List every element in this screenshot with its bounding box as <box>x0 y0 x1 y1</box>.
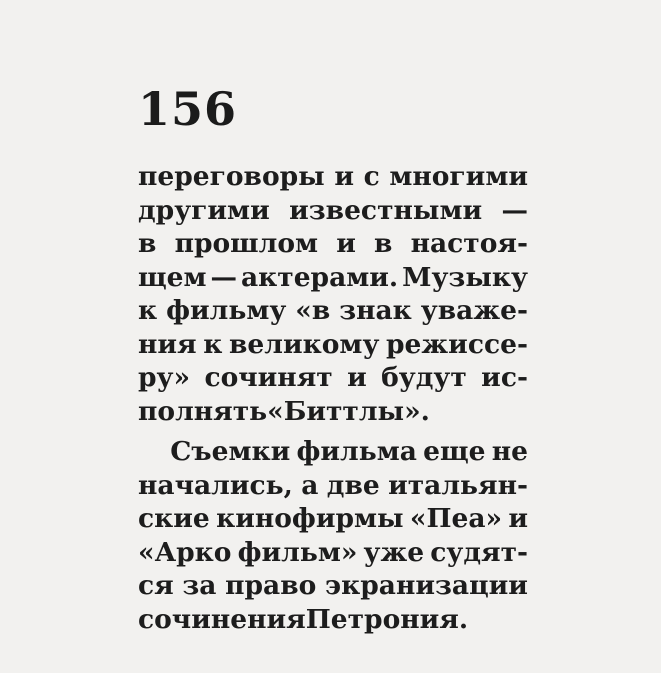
word: — <box>501 194 528 226</box>
word: и <box>334 161 354 192</box>
text-line <box>138 603 528 637</box>
text-line <box>138 160 528 194</box>
word: будут <box>381 362 467 393</box>
word: начались, <box>138 469 293 501</box>
word: право <box>225 570 317 601</box>
word: полнять <box>138 395 268 427</box>
word: в <box>138 228 157 259</box>
text-line <box>138 435 528 469</box>
text-line <box>138 395 528 429</box>
word: многими <box>389 161 528 192</box>
word: к <box>203 328 223 360</box>
word: уже <box>363 536 425 568</box>
text-line <box>138 294 528 328</box>
text-line <box>138 569 528 603</box>
page-number: 156 <box>138 82 238 136</box>
text-line <box>138 261 528 295</box>
word: сочинят <box>204 362 333 393</box>
word: Съемки <box>170 436 291 467</box>
word: судят- <box>430 536 528 568</box>
word: фильма <box>296 436 417 467</box>
word: не <box>491 436 528 467</box>
text-line <box>138 361 528 395</box>
word: великому <box>229 328 380 360</box>
word: к <box>138 295 158 326</box>
word: Петрония. <box>305 603 469 635</box>
word: щем <box>138 261 207 293</box>
word: экранизации <box>324 570 528 601</box>
word: фильму <box>166 295 287 326</box>
paragraph <box>138 160 528 428</box>
text-line <box>138 227 528 261</box>
word: ся <box>138 570 174 601</box>
word: сочинения <box>138 603 306 635</box>
word: прошлом <box>174 228 319 259</box>
word: Музыку <box>402 261 528 293</box>
word: а <box>301 469 319 501</box>
word: «Арко <box>138 536 232 568</box>
word: ния <box>138 328 197 360</box>
word: настоя- <box>410 228 528 259</box>
word: и <box>347 362 367 393</box>
word: знак <box>339 295 412 326</box>
word: актерами. <box>240 261 399 293</box>
word: режиссе- <box>386 328 528 360</box>
word: за <box>182 570 217 601</box>
text-line <box>138 328 528 362</box>
text-column <box>138 160 528 636</box>
text-line <box>138 194 528 228</box>
word: фильм» <box>237 536 358 568</box>
word: «Биттлы». <box>267 395 430 427</box>
text-line <box>138 502 528 536</box>
word: — <box>210 261 238 293</box>
word: еще <box>423 436 486 467</box>
paragraph-indent <box>138 435 164 469</box>
word: ские <box>138 503 210 534</box>
text-line <box>138 536 528 570</box>
word: кинофирмы <box>216 503 404 534</box>
word: две <box>326 469 380 501</box>
word: «Пеа» <box>409 503 503 534</box>
word: ис- <box>481 362 528 393</box>
word: и <box>336 228 356 259</box>
word: и <box>508 503 528 534</box>
word: другими <box>138 194 270 226</box>
text-line <box>138 469 528 503</box>
word: в <box>374 228 393 259</box>
word: переговоры <box>138 161 325 192</box>
word: итальян- <box>388 469 528 501</box>
word: ру» <box>138 362 191 393</box>
paragraph <box>138 435 528 636</box>
word: уваже- <box>420 295 528 326</box>
word: «в <box>295 295 331 326</box>
word: с <box>363 161 380 192</box>
word: известными <box>289 194 483 226</box>
